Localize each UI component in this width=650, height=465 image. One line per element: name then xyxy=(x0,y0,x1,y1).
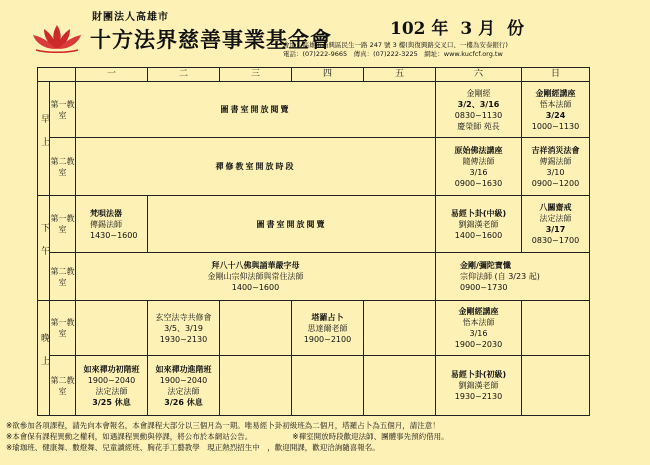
ev1-tue-cell: 玄空法寺共修會 3/5、3/19 1930~2130 xyxy=(148,301,220,356)
period-afternoon: 下午 xyxy=(38,196,50,301)
am2-sun-cell: 吉祥消災法會 傳錫法師 3/10 0900~1200 xyxy=(522,138,590,196)
footer-note-1: ※欲參加各項課程，請先向本會報名，本會課程大部分以三個月為一期。唯易經卜卦初級班為二個月，塔羅占卜為五個月，請注意！ xyxy=(6,421,440,430)
morning-room2-row xyxy=(38,138,590,196)
ev1-fri-cell xyxy=(364,301,436,356)
am1-sat-cell: 金剛經 3/2、3/16 0830~1130 慶榮師 苑長 xyxy=(436,82,522,138)
ev1-mon-cell xyxy=(76,301,148,356)
ev2-fri-cell xyxy=(364,356,436,416)
contact-info xyxy=(283,41,508,59)
room1-label: 第一教室 xyxy=(50,301,76,356)
pm1-mon-cell: 梵唄法器 傳錫法師 1430~1600 xyxy=(76,196,148,253)
lotus-logo-icon xyxy=(30,23,84,53)
ev1-sun-cell xyxy=(522,301,590,356)
ev1-thu-cell: 塔羅占卜 思達爾老師 1900~2100 xyxy=(292,301,364,356)
morning-room1-row xyxy=(38,82,590,138)
footer-notes xyxy=(6,420,449,453)
header xyxy=(0,0,650,66)
month-title: 102 年 3 月 份 xyxy=(390,19,525,39)
evening-room1-row xyxy=(38,301,590,356)
ev1-wed-cell xyxy=(220,301,292,356)
footer-note-3: ※瑜珈班、健康舞、數燈舞、兒童讀經班、胸花手工藝教學 現正熱烈招生中 ，歡迎開課，歡迎洽詢隨喜報名。 xyxy=(6,443,380,452)
am1-sun-cell: 金剛經講座 悟本法師 3/24 1000~1130 xyxy=(522,82,590,138)
am2-sat-cell: 原始佛法講座 隨傳法師 3/16 0900~1630 xyxy=(436,138,522,196)
ev2-sun-cell xyxy=(522,356,590,416)
room1-label: 第一教室 xyxy=(50,82,76,138)
ev2-sat-cell: 易經卜卦(初級) 劉錦漢老師 1930~2130 xyxy=(436,356,522,416)
day-header-row xyxy=(38,68,590,82)
period-evening: 晚上 xyxy=(38,301,50,416)
room2-label: 第二教室 xyxy=(50,253,76,301)
evening-room2-row xyxy=(38,356,590,416)
ev2-tue-cell: 如來禪功進階班 1900~2040 法定法師 3/26 休息 xyxy=(148,356,220,416)
day-sun: 日 xyxy=(522,68,590,82)
phone-text: 電話：(07)222-9665 傳真：(07)222-3225 網址：www.kucfcf.org.tw xyxy=(283,50,503,58)
footer-note-2: ※本會保有課程異動之權利，如遇課程異動與停課，將公布於本網站公告。 ※禪室開放時段歡迎法師、團體事先預約借用。 xyxy=(6,432,449,441)
ev2-mon-cell: 如來禪功初階班 1900~2040 法定法師 3/25 休息 xyxy=(76,356,148,416)
pm1-sat-cell: 易經卜卦(中級) 劉錦漢老師 1400~1600 xyxy=(436,196,522,253)
address-text: 會址：高雄市新興區民生一路 247 號 3 樓(與復興路交叉口、一樓為安泰銀行) xyxy=(283,41,508,49)
day-sat: 六 xyxy=(436,68,522,82)
schedule-table xyxy=(37,67,590,416)
ev2-wed-cell xyxy=(220,356,292,416)
org-name: 十方法界慈善事業基金會 xyxy=(90,27,332,52)
day-thu: 四 xyxy=(292,68,364,82)
afternoon-room1-row xyxy=(38,196,590,253)
period-morning: 早上 xyxy=(38,82,50,196)
org-subtitle: 財團法人高雄市 xyxy=(92,12,169,23)
pm1-sun-cell: 八關齋戒 法定法師 3/17 0830~1700 xyxy=(522,196,590,253)
pm2-weekend-cell: 金剛/彌陀寶懺 宗仰法師 (自 3/23 起) 0900~1730 xyxy=(436,253,590,301)
ev2-thu-cell xyxy=(292,356,364,416)
day-mon: 一 xyxy=(76,68,148,82)
room2-label: 第二教室 xyxy=(50,356,76,416)
corner-cell xyxy=(38,68,76,82)
room2-label: 第二教室 xyxy=(50,138,76,196)
day-wed: 三 xyxy=(220,68,292,82)
day-tue: 二 xyxy=(148,68,220,82)
afternoon-room2-row xyxy=(38,253,590,301)
day-fri: 五 xyxy=(364,68,436,82)
room1-label: 第一教室 xyxy=(50,196,76,253)
am1-weekday-cell: 圖書室開放閱覽 xyxy=(76,82,436,138)
pm1-weekday-cell: 圖書室開放閱覽 xyxy=(148,196,436,253)
am2-weekday-cell: 禪修教室開放時段 xyxy=(76,138,436,196)
ev1-sat-cell: 金剛經講座 悟本法師 3/16 1900~2030 xyxy=(436,301,522,356)
pm2-weekday-cell: 拜八十八佛與誦華嚴字母 金剛山宗仰法師與常住法師 1400~1600 xyxy=(76,253,436,301)
